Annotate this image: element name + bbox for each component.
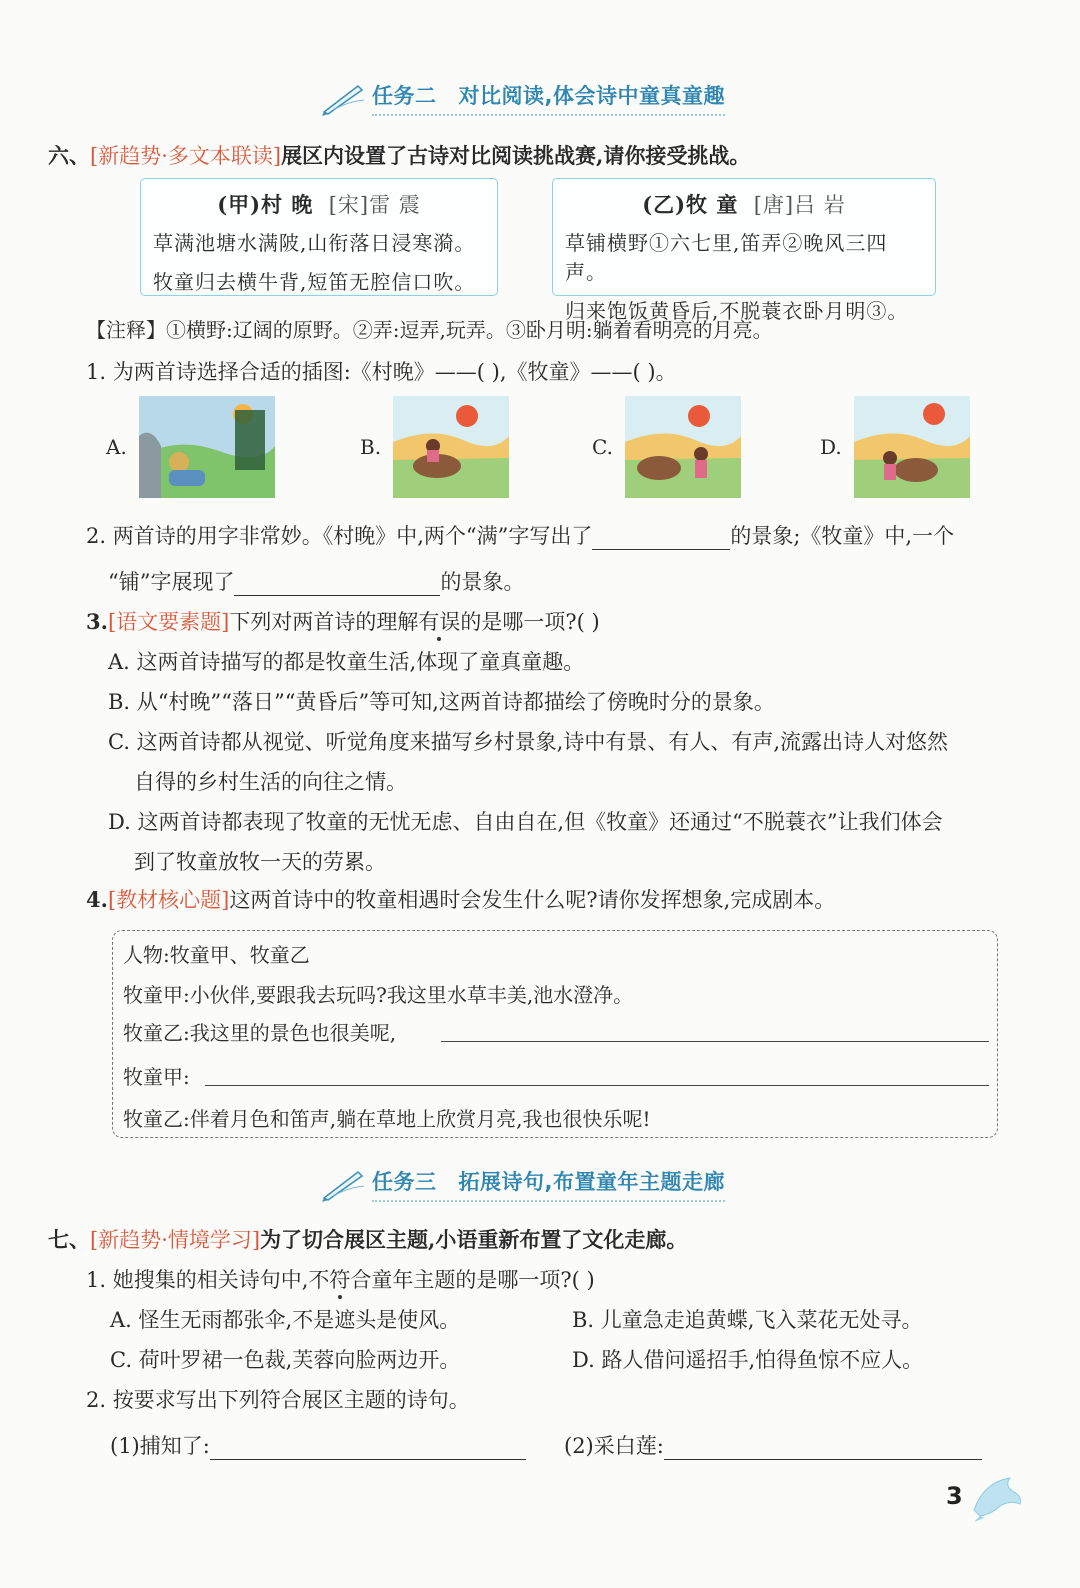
q6-3-option-b[interactable]: B. 从“村晚”“落日”“黄昏后”等可知,这两首诗都描绘了傍晚时分的景象。	[108, 690, 775, 714]
q6-2-line1: 2. 两首诗的用字非常妙。《村晚》中,两个“满”字写出了 的景象;《牧童》中,一个	[86, 524, 955, 548]
task3-header	[320, 1164, 770, 1204]
q7-1-option-b[interactable]: B. 儿童急走追黄蝶,飞入菜花无处寻。	[572, 1308, 923, 1332]
q7-1-option-d[interactable]: D. 路人借问遥招手,怕得鱼惊不应人。	[572, 1348, 924, 1372]
option-c-image[interactable]: C.	[592, 396, 741, 498]
dolphin-icon	[970, 1470, 1026, 1524]
answer-blank[interactable]	[210, 1459, 526, 1460]
poem-b-line2: 归来饱饭黄昏后,不脱蓑衣卧月明③。	[565, 299, 909, 323]
q6-1-text: 1. 为两首诗选择合适的插图:《村晚》——( ),《牧童》——( )。	[86, 360, 677, 384]
illustration-boy-resting	[139, 396, 275, 498]
script-line-b1: 牧童乙:我这里的景色也很美呢,	[123, 1017, 396, 1046]
script-characters: 人物:牧童甲、牧童乙	[123, 943, 310, 967]
poem-a-line1: 草满池塘水满陂,山衔落日浸寒漪。	[153, 231, 476, 255]
poem-a-box	[140, 178, 498, 296]
q6-heading: 六、[新趋势·多文本联读]展区内设置了古诗对比阅读挑战赛,请你接受挑战。	[48, 143, 751, 168]
answer-blank[interactable]	[592, 549, 730, 550]
script-line-b2: 牧童乙:伴着月色和笛声,躺在草地上欣赏月亮,我也很快乐呢!	[123, 1107, 651, 1131]
poem-a-title-row: (甲)村 晚 [宋]雷 震	[217, 192, 421, 217]
task3-title: 任务三 拓展诗句,布置童年主题走廊	[372, 1166, 725, 1202]
pen-icon	[320, 1166, 366, 1202]
option-a-image[interactable]: A.	[106, 396, 275, 498]
q7-2-stem: 2. 按要求写出下列符合展区主题的诗句。	[86, 1388, 470, 1412]
page-number: 3	[946, 1482, 963, 1510]
q6-3-option-a[interactable]: A. 这两首诗描写的都是牧童生活,体现了童真童趣。	[108, 650, 585, 674]
q7-2-sub1: (1)捕知了:	[110, 1430, 526, 1460]
pen-icon	[320, 80, 366, 116]
illustration-boy-on-ox	[393, 396, 509, 498]
script-box	[112, 930, 998, 1138]
q6-3-option-c-cont: 自得的乡村生活的向往之情。	[134, 770, 407, 794]
poem-b-box	[552, 178, 936, 323]
poem-b-line1: 草铺横野①六七里,笛弄②晚风三四声。	[565, 231, 888, 284]
q7-1-stem: 1. 她搜集的相关诗句中,不符合童年主题的是哪一项?( )	[86, 1268, 595, 1292]
q6-3-option-d-cont: 到了牧童放牧一天的劳累。	[134, 850, 386, 874]
poem-a-line2: 牧童归去横牛背,短笛无腔信口吹。	[153, 270, 476, 294]
q6-3-option-d[interactable]: D. 这两首诗都表现了牧童的无忧无虑、自由自在,但《牧童》还通过“不脱蓑衣”让我们体会	[108, 810, 943, 834]
answer-blank[interactable]	[664, 1459, 982, 1460]
script-line-a1: 牧童甲:小伙伴,要跟我去玩吗?我这里水草丰美,池水澄净。	[123, 983, 634, 1007]
illustration-boy-leading-ox	[625, 396, 741, 498]
option-d-image[interactable]: D.	[820, 396, 970, 498]
poem-b-title-row: (乙)牧 童 [唐]吕 岩	[642, 192, 846, 217]
q6-2-line2: “铺”字展现了 的景象。	[108, 570, 525, 594]
q6-3-option-c[interactable]: C. 这两首诗都从视觉、听觉角度来描写乡村景象,诗中有景、有人、有声,流露出诗人对悠然	[108, 730, 949, 754]
poem-notes: 【注释】①横野:辽阔的原野。②弄:逗弄,玩弄。③卧月明:躺着看明亮的月亮。	[86, 318, 773, 342]
q7-1-option-a[interactable]: A. 怪生无雨都张伞,不是遮头是使风。	[110, 1308, 461, 1332]
q7-tag: [新趋势·情境学习]	[90, 1228, 261, 1252]
q6-3-stem: 3.[语文要素题]下列对两首诗的理解有误的是哪一项?( )	[86, 609, 600, 634]
option-b-image[interactable]: B.	[360, 396, 509, 498]
q7-2-sub2: (2)采白莲:	[564, 1430, 982, 1460]
task2-header	[320, 78, 770, 118]
answer-blank[interactable]	[205, 1085, 989, 1086]
answer-blank[interactable]	[234, 595, 440, 596]
illustration-boy-behind-ox	[854, 396, 970, 498]
answer-blank[interactable]	[441, 1041, 989, 1042]
q6-4-stem: 4.[教材核心题]这两首诗中的牧童相遇时会发生什么呢?请你发挥想象,完成剧本。	[86, 887, 836, 912]
q7-1-option-c[interactable]: C. 荷叶罗裙一色裁,芙蓉向脸两边开。	[110, 1348, 461, 1372]
q6-tag: [新趋势·多文本联读]	[90, 144, 282, 168]
q7-heading: 七、[新趋势·情境学习]为了切合展区主题,小语重新布置了文化走廊。	[48, 1227, 688, 1252]
task2-title: 任务二 对比阅读,体会诗中童真童趣	[372, 80, 725, 116]
script-line-a2: 牧童甲:	[123, 1061, 190, 1090]
